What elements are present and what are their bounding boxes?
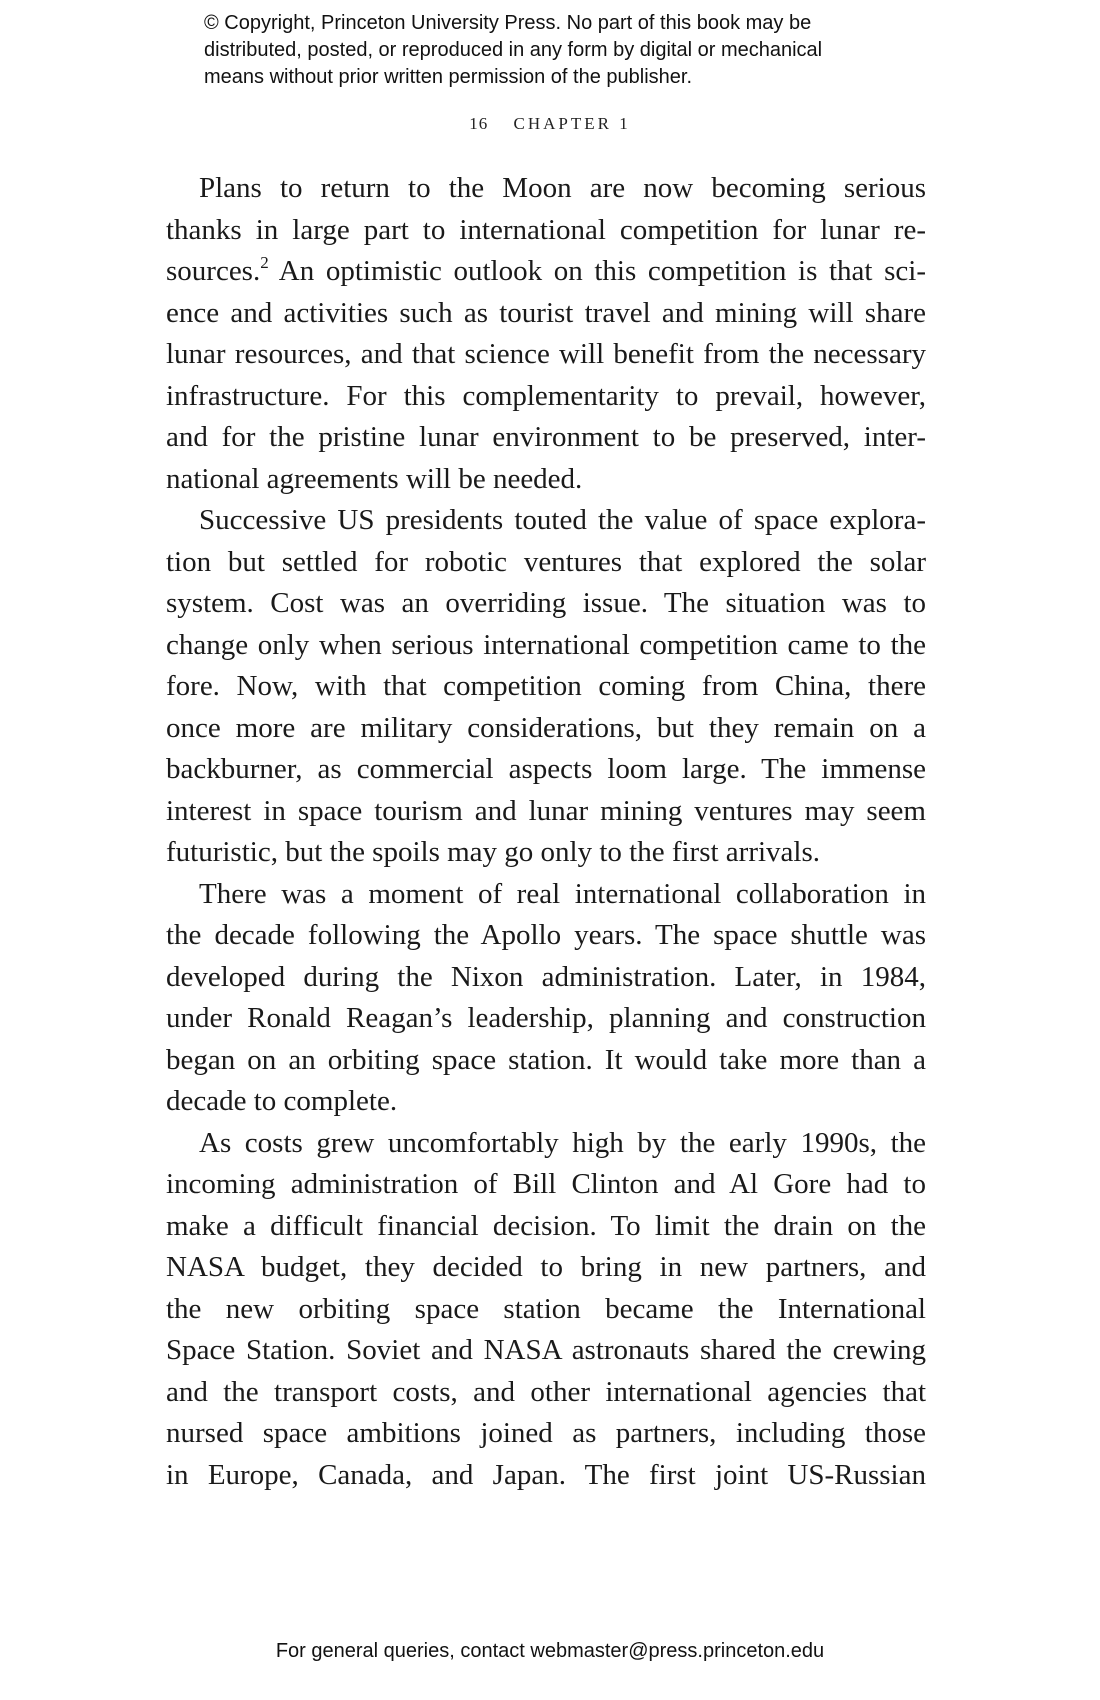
text-line: the decade following the Apollo years. The space shuttle was bbox=[166, 919, 926, 951]
copyright-line: © Copyright, Princeton University Press. No part of this book may be bbox=[204, 12, 812, 34]
text-line: developed during the Nixon administration. Later, in 1984, bbox=[166, 960, 926, 993]
footnote-reference: 2 bbox=[260, 253, 269, 272]
chapter-label: CHAPTER 1 bbox=[513, 114, 631, 133]
text-line: nursed space ambitions joined as partners, including those bbox=[166, 1417, 926, 1449]
text-line: incoming administration of Bill Clinton and Al Gore had to bbox=[166, 1168, 926, 1200]
text-line: Successive US presidents touted the value of space explora- bbox=[199, 504, 926, 536]
text-line: futuristic, but the spoils may go only to the first arrivals. bbox=[166, 836, 821, 868]
paragraph bbox=[166, 874, 926, 1123]
body-text bbox=[166, 168, 926, 1496]
text-line: and for the pristine lunar environment to be preserved, inter- bbox=[166, 421, 926, 453]
text-line: the new orbiting space station became the International bbox=[166, 1292, 926, 1325]
paragraph bbox=[166, 168, 926, 500]
text-line: in Europe, Canada, and Japan. The first joint US-Russian bbox=[166, 1458, 926, 1491]
text-line: Plans to return to the Moon are now becoming serious bbox=[199, 172, 926, 204]
copyright-notice bbox=[204, 10, 924, 91]
text-line: There was a moment of real international collaboration in bbox=[199, 877, 926, 910]
text-line: interest in space tourism and lunar mining ventures may seem bbox=[166, 794, 926, 827]
text-line: NASA budget, they decided to bring in new partners, and bbox=[166, 1251, 926, 1283]
copyright-line: means without prior written permission of the publisher. bbox=[204, 66, 693, 88]
text-fragment: sources. bbox=[166, 255, 261, 287]
text-line: ence and activities such as tourist travel and mining will share bbox=[166, 296, 926, 329]
text-line: once more are military considerations, but they remain on a bbox=[166, 711, 926, 744]
text-line bbox=[166, 251, 926, 293]
text-line: infrastructure. For this complementarity to prevail, however, bbox=[166, 379, 926, 412]
text-line: national agreements will be needed. bbox=[166, 462, 583, 495]
text-line: tion but settled for robotic ventures that explored the solar bbox=[166, 545, 926, 578]
text-line: backburner, as commercial aspects loom large. The immense bbox=[166, 753, 926, 785]
paragraph bbox=[166, 500, 926, 874]
footer-contact: For general queries, contact webmaster@press.princeton.edu bbox=[275, 1640, 825, 1662]
text-line: decade to complete. bbox=[166, 1085, 398, 1117]
text-line: and the transport costs, and other international agencies that bbox=[166, 1375, 926, 1408]
copyright-line: distributed, posted, or reproduced in any form by digital or mechanical bbox=[204, 39, 823, 61]
text-line: thanks in large part to international competition for lunar re- bbox=[166, 213, 926, 246]
paragraph bbox=[166, 1123, 926, 1497]
text-line: fore. Now, with that competition coming from China, there bbox=[166, 670, 926, 702]
page-number: 16 bbox=[469, 114, 489, 133]
text-line: system. Cost was an overriding issue. The situation was to bbox=[166, 587, 926, 619]
text-line: As costs grew uncomfortably high by the early 1990s, the bbox=[199, 1126, 926, 1159]
text-line: make a difficult financial decision. To limit the drain on the bbox=[166, 1209, 926, 1242]
text-fragment: An optimistic outlook on this competition is that sci- bbox=[268, 255, 926, 287]
text-line: Space Station. Soviet and NASA astronauts shared the crewing bbox=[166, 1334, 926, 1366]
text-line: lunar resources, and that science will benefit from the necessary bbox=[166, 338, 926, 370]
text-line: under Ronald Reagan’s leadership, planning and construction bbox=[166, 1002, 926, 1034]
text-line: began on an orbiting space station. It would take more than a bbox=[166, 1043, 926, 1076]
running-head bbox=[0, 114, 1100, 134]
text-line: change only when serious international competition came to the bbox=[166, 628, 926, 661]
